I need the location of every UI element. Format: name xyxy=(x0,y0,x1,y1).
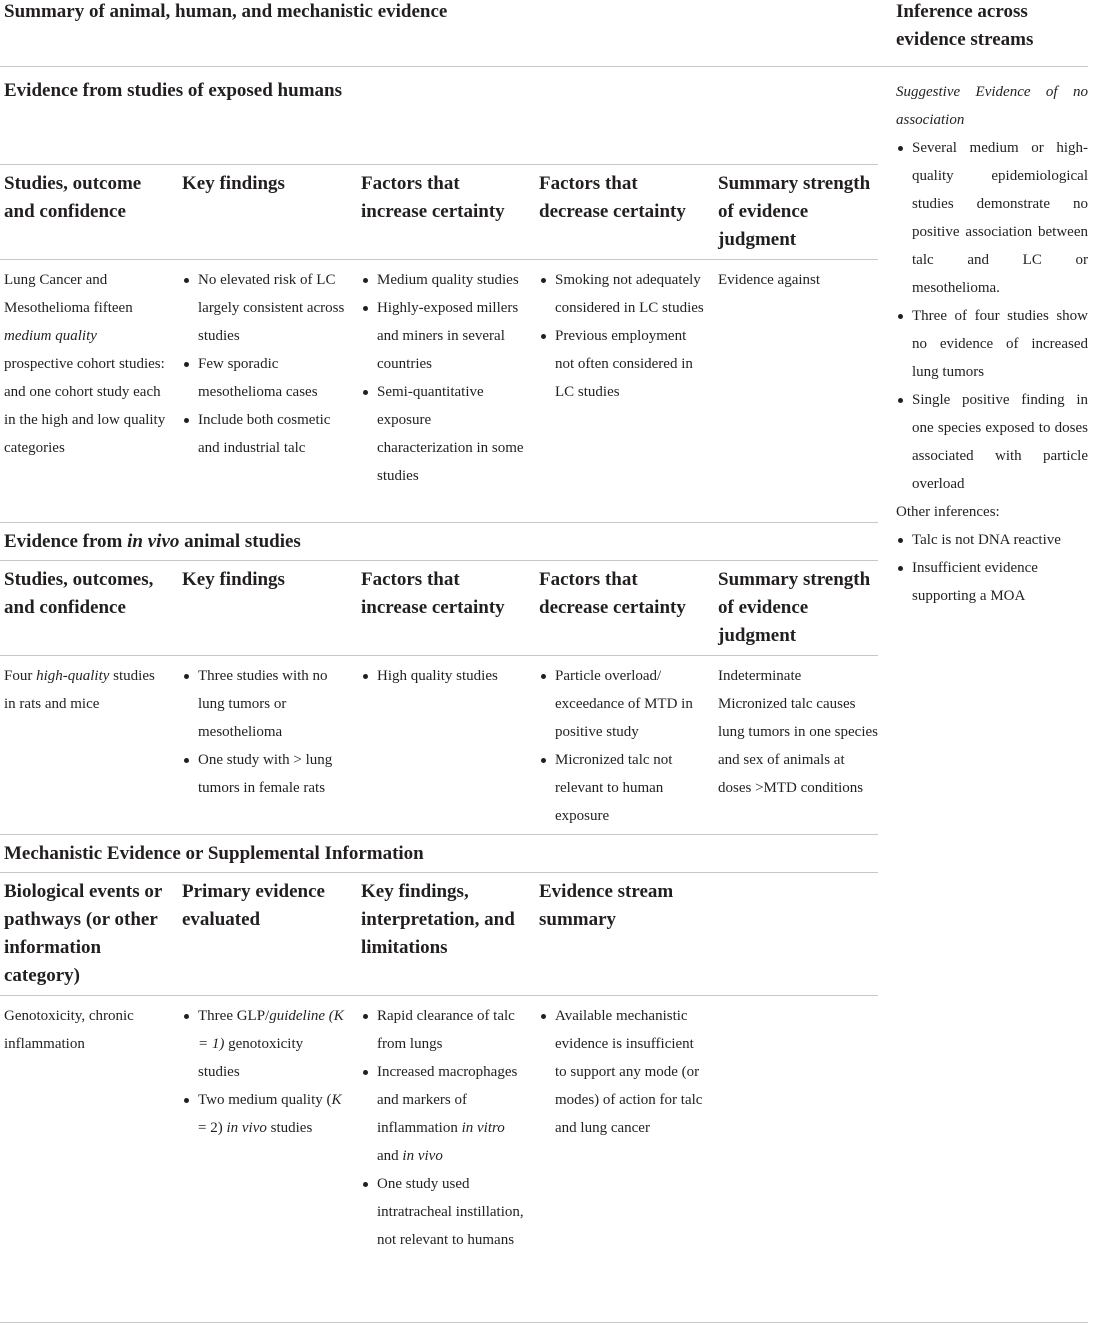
col-header-findings: Key findings, interpretation, and limitations xyxy=(361,881,515,958)
list-item: Talc is not DNA reactive xyxy=(896,526,1088,554)
divider xyxy=(0,655,878,656)
list-item: High quality studies xyxy=(361,662,526,690)
list-item: Several medium or high-quality epidemiological studies demonstrate no positive association between talc and LC or mesothelioma. xyxy=(896,134,1088,302)
col-header-summary: Summary strength of evidence judgment xyxy=(718,173,871,250)
section-mechanistic-title: Mechanistic Evidence or Supplemental Information xyxy=(4,843,424,864)
col-header-increase: Factors that increase certainty xyxy=(361,569,505,618)
animal-summary: Indeterminate Micronized talc causes lung tumors in one species and sex of animals at doses >MTD conditions xyxy=(718,668,878,796)
divider xyxy=(0,560,878,561)
divider xyxy=(0,522,878,523)
mech-findings xyxy=(361,1002,526,1254)
col-header-studies: Studies, outcome and confidence xyxy=(4,173,142,222)
human-decrease xyxy=(539,266,704,406)
bottom-rule xyxy=(0,1322,1088,1323)
col-header-key-findings: Key findings xyxy=(182,173,285,194)
animal-studies-cell: Four high-quality studies in rats and mice xyxy=(4,668,155,712)
list-item: Two medium quality (K = 2) in vivo studies xyxy=(182,1086,347,1142)
list-item: Rapid clearance of talc from lungs xyxy=(361,1002,526,1058)
col-header-primary: Primary evidence evaluated xyxy=(182,881,325,930)
human-increase xyxy=(361,266,526,490)
human-key-findings xyxy=(182,266,347,462)
list-item: One study with > lung tumors in female rats xyxy=(182,746,347,802)
inference-title: Suggestive Evidence of no association xyxy=(896,84,1088,128)
col-header-decrease: Factors that decrease certainty xyxy=(539,569,686,618)
list-item: Smoking not adequately considered in LC studies xyxy=(539,266,704,322)
human-summary: Evidence against xyxy=(718,272,821,288)
section-human-title: Evidence from studies of exposed humans xyxy=(4,80,342,101)
list-item: Insufficient evidence supporting a MOA xyxy=(896,554,1088,610)
other-inferences-label: Other inferences: xyxy=(896,504,1000,520)
list-item: Three GLP/guideline (K = 1) genotoxicity studies xyxy=(182,1002,347,1086)
list-item: Previous employment not often considered in LC studies xyxy=(539,322,704,406)
list-item: Medium quality studies xyxy=(361,266,526,294)
list-item: Particle overload/ exceedance of MTD in positive study xyxy=(539,662,704,746)
divider xyxy=(0,164,878,165)
header-divider xyxy=(0,66,1088,67)
list-item: Three of four studies show no evidence of increased lung tumors xyxy=(896,302,1088,386)
divider xyxy=(0,995,878,996)
divider xyxy=(0,872,878,873)
col-header-decrease: Factors that decrease certainty xyxy=(539,173,686,222)
list-item: Few sporadic mesothelioma cases xyxy=(182,350,347,406)
mech-stream xyxy=(539,1002,704,1142)
divider xyxy=(0,259,878,260)
col-header-events: Biological events or pathways (or other information category) xyxy=(4,881,162,986)
list-item: Three studies with no lung tumors or mesothelioma xyxy=(182,662,347,746)
animal-increase xyxy=(361,662,526,690)
mech-events: Genotoxicity, chronic inflammation xyxy=(4,1008,134,1052)
list-item: Highly-exposed millers and miners in several countries xyxy=(361,294,526,378)
col-header-increase: Factors that increase certainty xyxy=(361,173,505,222)
human-studies-cell: Lung Cancer and Mesothelioma fifteen medium quality prospective cohort studies: and one cohort study each in the high and low quality categories xyxy=(4,272,166,456)
col-header-summary: Summary strength of evidence judgment xyxy=(718,569,871,646)
mech-primary xyxy=(182,1002,347,1142)
list-item: Increased macrophages and markers of inflammation in vitro and in vivo xyxy=(361,1058,526,1170)
list-item: Available mechanistic evidence is insufficient to support any mode (or modes) of action for talc and lung cancer xyxy=(539,1002,704,1142)
list-item: No elevated risk of LC largely consistent across studies xyxy=(182,266,347,350)
list-item: Include both cosmetic and industrial talc xyxy=(182,406,347,462)
list-item: Single positive finding in one species exposed to doses associated with particle overload xyxy=(896,386,1088,498)
inference-column xyxy=(896,78,1088,610)
col-header-key-findings: Key findings xyxy=(182,569,285,590)
col-header-studies: Studies, outcomes, and confidence xyxy=(4,569,154,618)
section-animal-title: Evidence from in vivo animal studies xyxy=(4,531,301,552)
inference-header: Inference across evidence streams xyxy=(896,1,1034,50)
list-item: Micronized talc not relevant to human exposure xyxy=(539,746,704,830)
list-item: One study used intratracheal instillation, not relevant to humans xyxy=(361,1170,526,1254)
divider xyxy=(0,834,878,835)
col-header-stream: Evidence stream summary xyxy=(539,881,674,930)
animal-decrease xyxy=(539,662,704,830)
animal-key-findings xyxy=(182,662,347,802)
table-title: Summary of animal, human, and mechanistic evidence xyxy=(4,1,448,22)
list-item: Semi-quantitative exposure characterization in some studies xyxy=(361,378,526,490)
